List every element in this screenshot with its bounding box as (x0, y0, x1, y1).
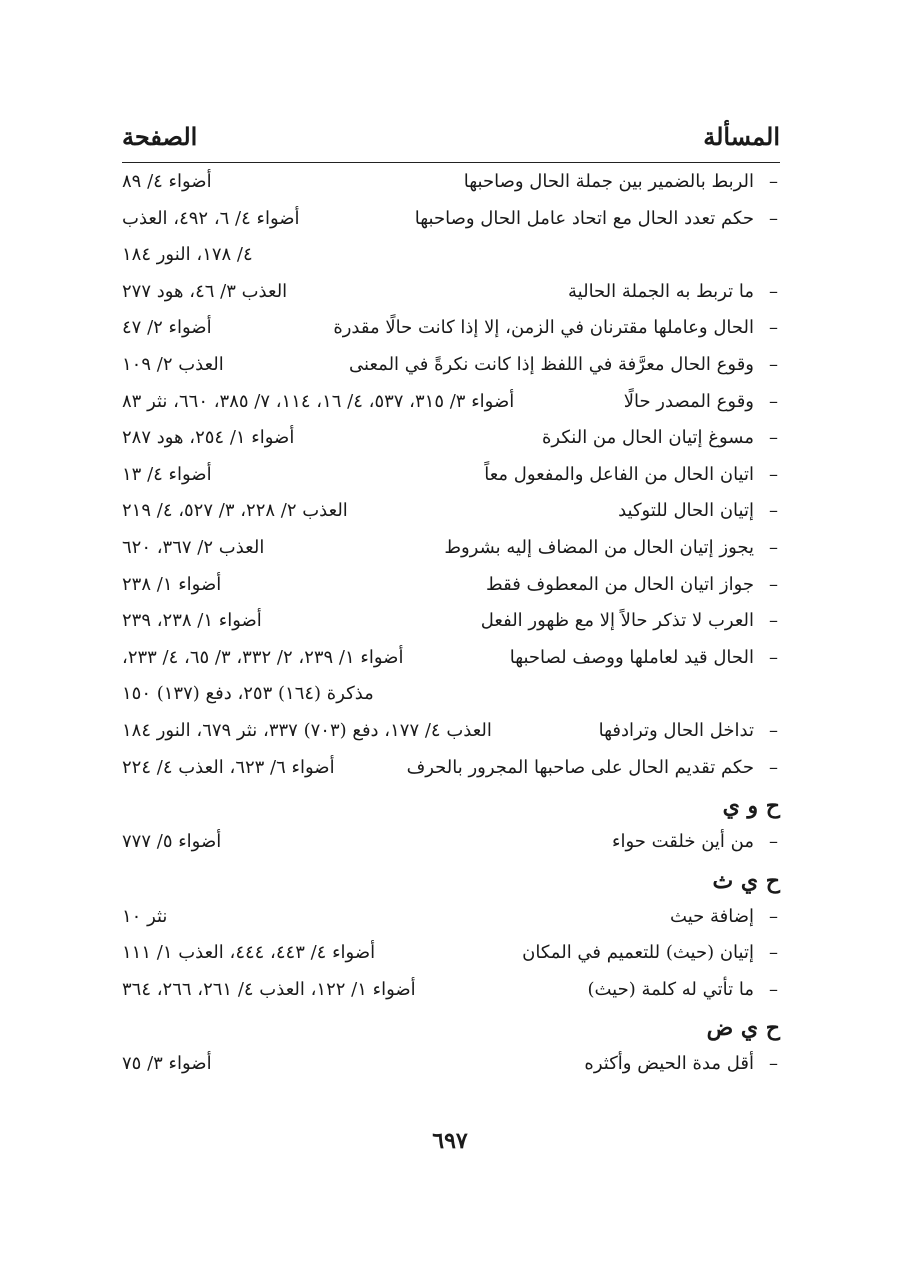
entry-dash: – (769, 171, 778, 192)
entry-topic: العرب لا تذكر حالاً إلا مع ظهور الفعل (480, 610, 754, 632)
index-entry (122, 311, 780, 348)
entry-dash: – (769, 756, 778, 778)
entry-reference: أضواء ٤/ ٨٩ (122, 171, 212, 192)
entry-reference: العذب ٤/ ١٧٧، دفع (٧٠٣) ٣٣٧، نثر ٦٧٩، النور ١٨٤ (122, 719, 492, 741)
entry-reference: أضواء ٣/ ٧٥ (122, 1053, 212, 1075)
entry-topic: وقوع المصدر حالًا (623, 390, 754, 412)
index-entry (122, 936, 780, 973)
index-entry (122, 421, 780, 458)
index-entry (122, 751, 780, 788)
entry-dash: – (769, 390, 778, 412)
entry-topic: الربط بالضمير بين جملة الحال وصاحبها (463, 171, 754, 192)
entry-reference: نثر ١٠ (122, 905, 168, 927)
entry-topic: إضافة حيث (670, 905, 754, 927)
entry-dash: – (769, 942, 778, 964)
entry-reference: أضواء ١/ ٢٣٨ (122, 573, 222, 595)
index-entry (122, 531, 780, 568)
entry-dash: – (769, 353, 778, 375)
section-title: ح و ي (722, 793, 780, 820)
entry-topic: تداخل الحال وترادفها (598, 719, 754, 741)
entry-dash: – (769, 610, 778, 632)
entry-dash: – (769, 573, 778, 595)
entry-dash: – (769, 978, 778, 1000)
entry-dash: – (769, 646, 778, 668)
column-header (122, 118, 780, 160)
entry-dash: – (769, 317, 778, 339)
index-entry (122, 714, 780, 751)
entry-reference: أضواء ١/ ٢٣٩، ٢/ ٣٣٢، ٣/ ٦٥، ٤/ ٢٣٣، (122, 646, 404, 668)
entry-dash: – (769, 719, 778, 741)
entry-reference: أضواء ١/ ١٢٢، العذب ٤/ ٢٦١، ٢٦٦، ٣٦٤ (122, 978, 416, 1000)
entry-list (122, 165, 780, 1084)
page-number: ٦٩٧ (432, 1128, 468, 1154)
entry-reference: أضواء ٦/ ٦٢٣، العذب ٤/ ٢٢٤ (122, 756, 335, 778)
index-entry (122, 604, 780, 641)
entry-reference: العذب ٢/ ٢٢٨، ٣/ ٥٢٧، ٤/ ٢١٩ (122, 500, 348, 522)
entry-topic: جواز اتيان الحال من المعطوف فقط (486, 573, 754, 595)
section-heading (122, 862, 780, 900)
entry-topic: حكم تقديم الحال على صاحبها المجرور بالحرف (406, 756, 754, 778)
entry-topic: أقل مدة الحيض وأكثره (584, 1053, 754, 1075)
index-entry (122, 825, 780, 862)
entry-dash: – (769, 280, 778, 302)
entry-dash: – (769, 536, 778, 558)
entry-topic: اتيان الحال من الفاعل والمفعول معاً (484, 463, 754, 485)
entry-topic: وقوع الحال معرَّفة في اللفظ إذا كانت نكرةً في المعنى (349, 353, 754, 375)
section-title: ح ي ث (712, 867, 780, 894)
entry-topic: يجوز إتيان الحال من المضاف إليه بشروط (444, 536, 754, 558)
entry-reference: أضواء ٤/ ٦، ٤٩٢، العذب (122, 207, 300, 229)
index-entry (122, 385, 780, 422)
index-entry (122, 165, 780, 202)
entry-dash: – (769, 500, 778, 522)
index-entry (122, 458, 780, 495)
entry-reference: أضواء ١/ ٢٣٨، ٢٣٩ (122, 610, 262, 632)
entry-topic: إتيان (حيث) للتعميم في المكان (522, 942, 754, 964)
index-entry (122, 568, 780, 605)
header-rule (122, 162, 780, 163)
entry-topic: الحال وعاملها مقترنان في الزمن، إلا إذا كانت حالًا مقدرة (333, 317, 754, 339)
index-entry (122, 900, 780, 937)
index-entry (122, 973, 780, 1010)
index-entry (122, 494, 780, 531)
index-entry (122, 348, 780, 385)
entry-reference: أضواء ٤/ ٤٤٣، ٤٤٤، العذب ١/ ١١١ (122, 942, 376, 964)
entry-dash: – (769, 831, 778, 853)
entry-reference: العذب ٢/ ٣٦٧، ٦٢٠ (122, 536, 265, 558)
index-entry (122, 641, 780, 714)
entry-topic: من أين خلقت حواء (612, 831, 754, 853)
section-title: ح ي ض (706, 1015, 780, 1042)
entry-reference: العذب ٢/ ١٠٩ (122, 353, 224, 375)
entry-dash: – (769, 463, 778, 485)
entry-topic: الحال قيد لعاملها ووصف لصاحبها (509, 646, 754, 668)
entry-dash: – (769, 905, 778, 927)
entry-reference-continued: مذكرة (١٦٤) ٢٥٣، دفع (١٣٧) ١٥٠ (122, 683, 374, 705)
index-entry (122, 202, 780, 275)
entry-reference-continued: ٤/ ١٧٨، النور ١٨٤ (122, 244, 253, 266)
entry-topic: ما تأتي له كلمة (حيث) (587, 978, 754, 1000)
entry-reference: أضواء ٤/ ١٣ (122, 463, 212, 485)
entry-dash: – (769, 207, 778, 229)
entry-reference: أضواء ٥/ ٧٧٧ (122, 831, 222, 853)
index-entry (122, 275, 780, 312)
header-page: الصفحة (122, 122, 198, 151)
entry-reference: أضواء ١/ ٢٥٤، هود ٢٨٧ (122, 427, 295, 449)
index-page (122, 118, 780, 1084)
entry-reference: أضواء ٢/ ٤٧ (122, 317, 212, 339)
header-topic: المسألة (703, 122, 780, 151)
entry-reference: العذب ٣/ ٤٦، هود ٢٧٧ (122, 280, 288, 302)
entry-topic: إتيان الحال للتوكيد (618, 500, 754, 522)
section-heading (122, 1009, 780, 1047)
entry-dash: – (769, 427, 778, 449)
index-entry (122, 1047, 780, 1084)
section-heading (122, 787, 780, 825)
entry-topic: ما تربط به الجملة الحالية (568, 280, 754, 302)
entry-reference: أضواء ٣/ ٣١٥، ٥٣٧، ٤/ ١٦، ١١٤، ٧/ ٣٨٥، ٦٦٠، نثر ٨٣ (122, 390, 515, 412)
entry-topic: حكم تعدد الحال مع اتحاد عامل الحال وصاحبها (414, 207, 754, 229)
entry-topic: مسوغ إتيان الحال من النكرة (541, 427, 754, 449)
entry-dash: – (769, 1053, 778, 1075)
